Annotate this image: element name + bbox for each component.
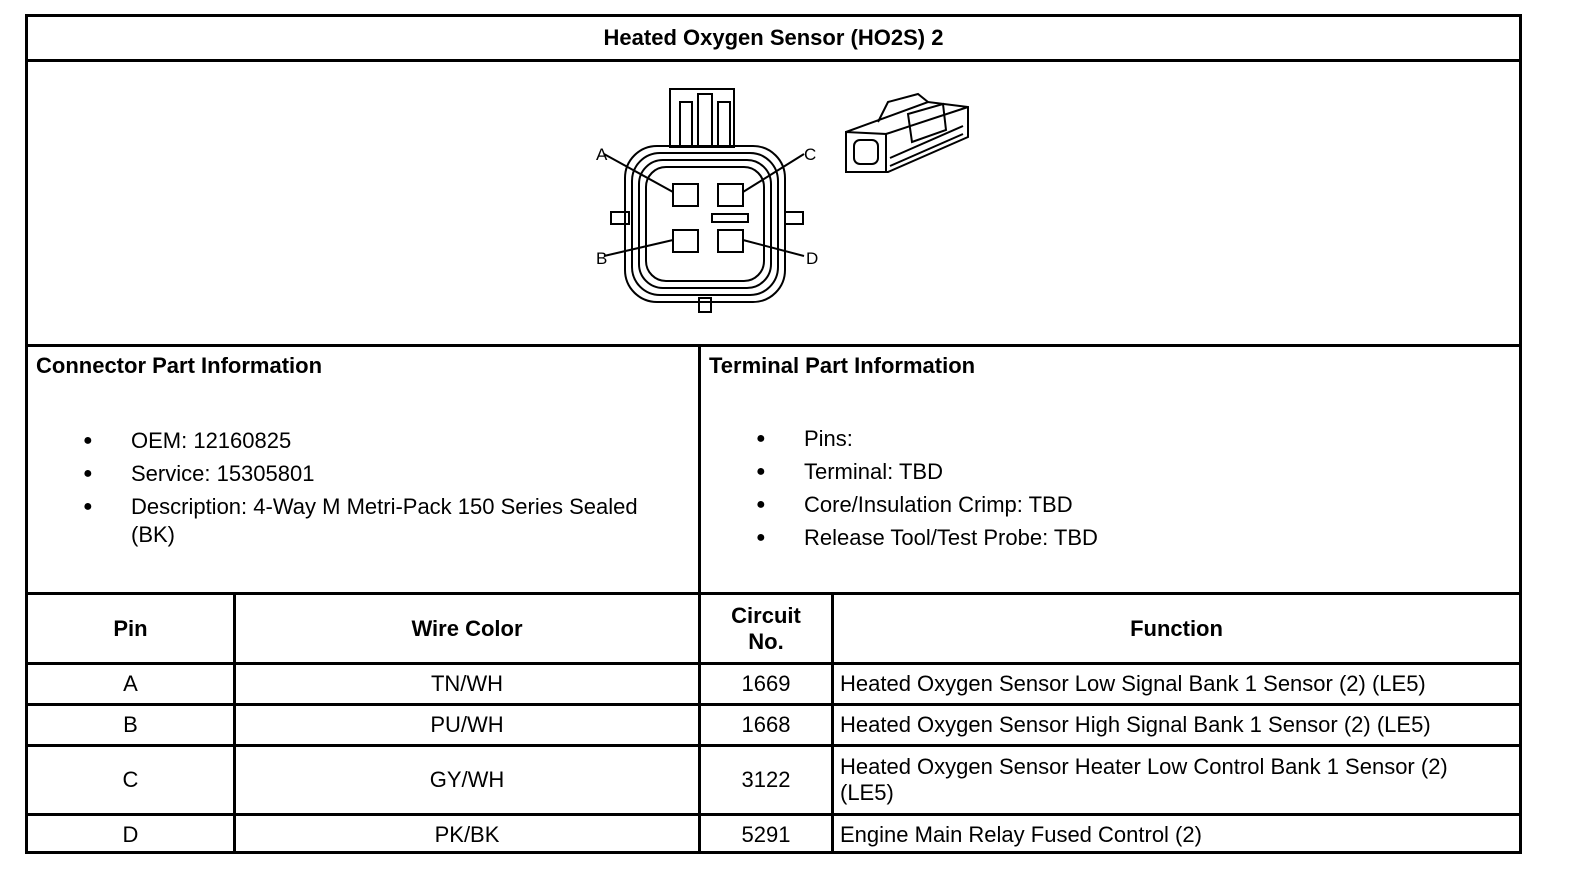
connector-part-info: [28, 347, 698, 592]
list-item: ● Terminal: TBD: [756, 458, 1456, 486]
table-row-b-circuit: 1668: [741, 712, 791, 737]
list-item: ● OEM: 12160825: [83, 427, 643, 455]
connector-info-list: [83, 427, 643, 554]
pin-label-b: B: [596, 249, 608, 268]
connector-info-heading: Connector Part Information: [36, 353, 323, 378]
table-row-c-function: Heated Oxygen Sensor Heater Low Control Bank 1 Sensor (2) (LE5): [840, 754, 1448, 805]
table-row-c-pin: C: [122, 767, 139, 792]
list-item: ● Pins:: [756, 425, 1456, 453]
header-wire-color: Wire Color: [411, 615, 523, 641]
table-row-a-function: Heated Oxygen Sensor Low Signal Bank 1 Sensor (2) (LE5): [840, 671, 1426, 696]
terminal-part-info: [701, 347, 1519, 592]
header-circuit: Circuit No.: [731, 602, 801, 654]
table-row-b-function: Heated Oxygen Sensor High Signal Bank 1 Sensor (2) (LE5): [840, 712, 1431, 737]
table-row-b-pin: B: [123, 712, 138, 737]
list-item: ● Service: 15305801: [83, 460, 643, 488]
sheet-title: Heated Oxygen Sensor (HO2S) 2: [603, 25, 944, 50]
terminal-info-list: [756, 425, 1456, 557]
connector-sheet: [25, 14, 1522, 854]
terminal-info-heading: Terminal Part Information: [709, 353, 976, 378]
pin-label-a: A: [596, 145, 608, 164]
list-item: ● Release Tool/Test Probe: TBD: [756, 524, 1456, 552]
table-row-d-pin: D: [122, 822, 139, 847]
table-row-d-wire: PK/BK: [434, 822, 500, 847]
list-item: ● Description: 4-Way M Metri-Pack 150 Series Sealed (BK): [83, 493, 643, 549]
table-row-d-function: Engine Main Relay Fused Control (2): [840, 822, 1202, 847]
connector-3d-icon: [846, 94, 968, 172]
pin-label-d: D: [806, 249, 819, 268]
pinout-table: [28, 595, 1519, 851]
pin-label-c: C: [804, 145, 817, 164]
header-pin: Pin: [113, 615, 148, 641]
table-row-d-circuit: 5291: [741, 822, 791, 847]
table-row-c-wire: GY/WH: [429, 767, 505, 792]
table-row-b-wire: PU/WH: [430, 712, 504, 737]
header-function: Function: [1130, 615, 1223, 641]
table-row-a-circuit: 1669: [741, 671, 791, 696]
connector-face-icon: [604, 89, 804, 312]
table-row-a-wire: TN/WH: [430, 671, 504, 696]
list-item: ● Core/Insulation Crimp: TBD: [756, 491, 1456, 519]
table-row-c-circuit: 3122: [741, 767, 791, 792]
connector-diagram: [28, 62, 1519, 344]
table-row-a-pin: A: [123, 671, 138, 696]
